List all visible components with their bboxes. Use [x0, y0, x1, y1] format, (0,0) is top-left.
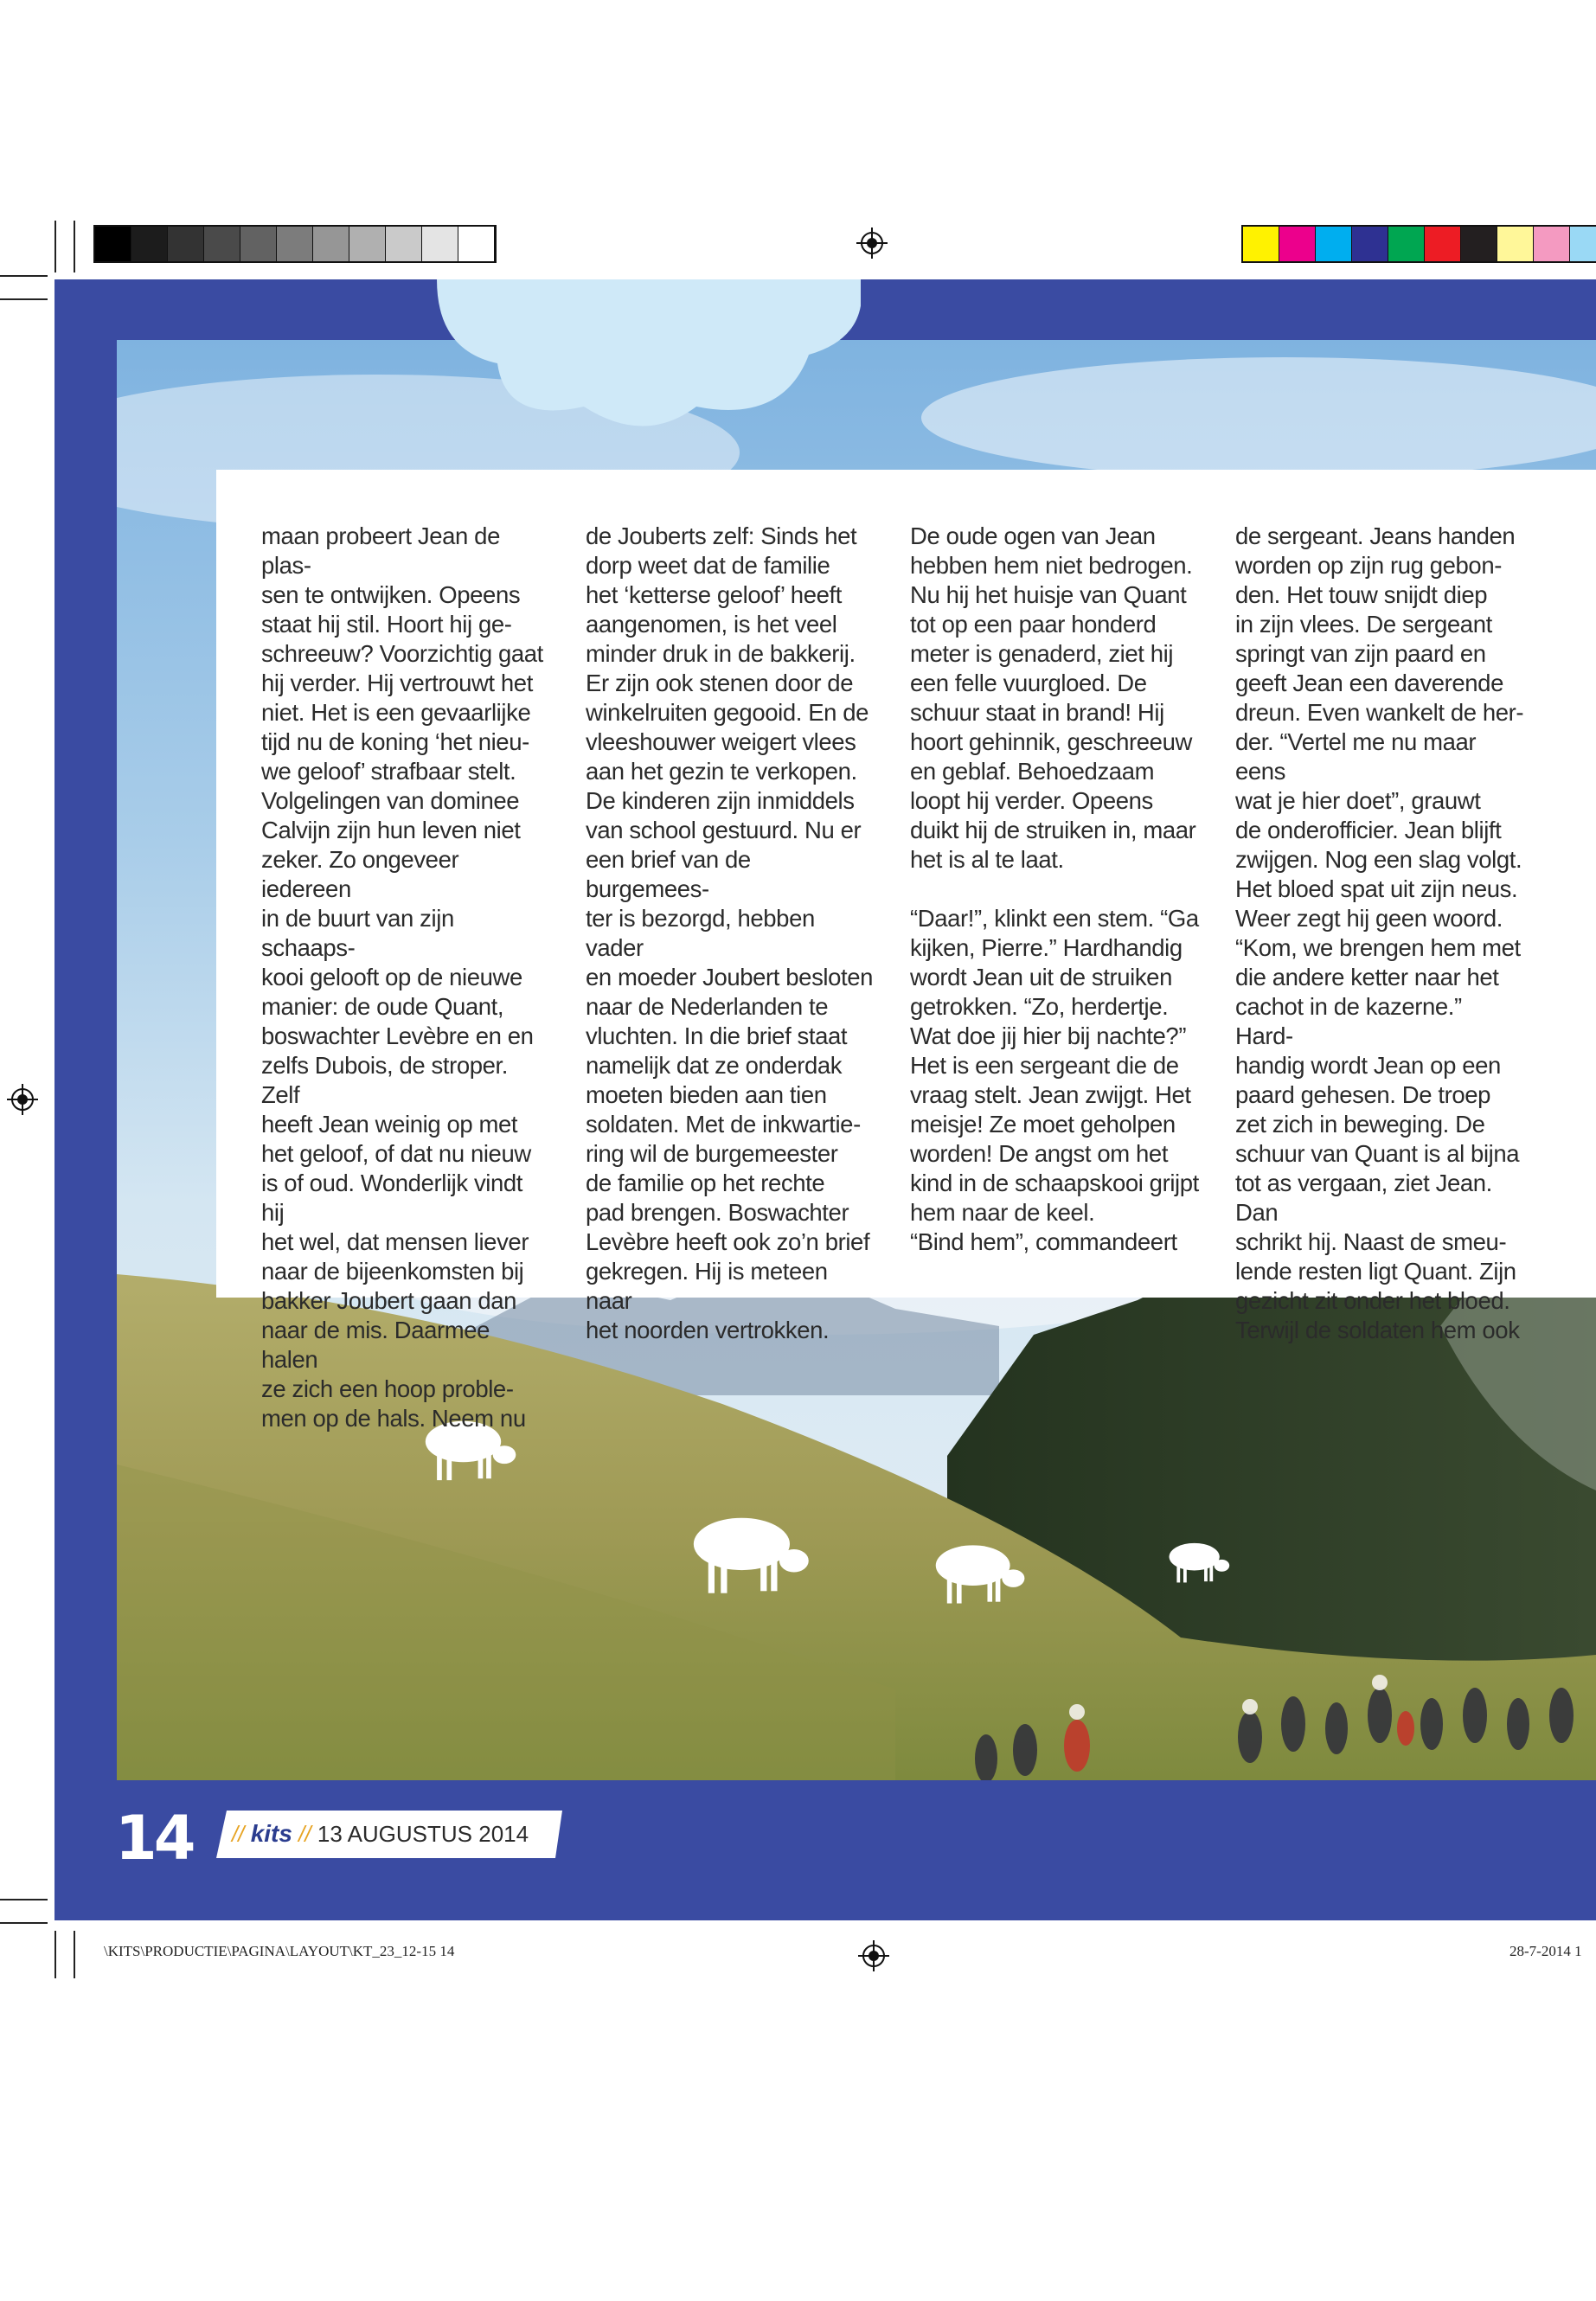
article-column-3	[910, 522, 1200, 1257]
article-column-4	[1235, 522, 1525, 1345]
footer-tag	[232, 1818, 529, 1849]
crop-mark	[0, 275, 48, 277]
print-slug-path: \KITS\PRODUCTIE\PAGINA\LAYOUT\KT_23_12-15 14	[104, 1943, 455, 1959]
sheep-icon	[933, 1540, 1029, 1607]
article-paragraph: De oude ogen van Jean hebben hem niet bedrogen. Nu hij het huisje van Quant tot op een paar honderd meter is genaderd, ziet hij een felle vuurgloed. De schuur staat in brand! Hij hoort gehinnik, geschreeuw en geblaf. Behoedzaam loopt hij verder. Opeens duikt hij de struiken in, maar het is al te laat.	[910, 522, 1196, 873]
article-paragraph: maan probeert Jean de plas- sen te ontwijken. Opeens staat hij stil. Hoort hij ge- schreeuw? Voorzichtig gaat hij verder. Hij vertrouwt het niet. Het is een gevaarlijke tijd nu de koning ‘het nieu- we geloof’ strafbaar stelt. Volgelingen van dominee Calvijn zijn hun leven niet zeker. Zo ongeveer iedereen in de buurt van zijn schaaps- kooi gelooft op de nieuwe manier: de oude Quant, boswachter Levèbre en en zelfs Dubois, de stroper. Zelf heeft Jean weinig op met het geloof, of dat nu nieuw is of oud. Wonderlijk vindt hij het wel, dat mensen liever naar de bijeenkomsten bij bakker Joubert gaan dan naar de mis. Daarmee halen ze zich een hoop proble- men op de hals. Neem nu	[261, 522, 543, 1432]
sheep-icon	[1167, 1540, 1233, 1585]
cloud-shape	[437, 268, 861, 441]
article-paragraph: “Daar!”, klinkt een stem. “Ga kijken, Pierre.” Hardhandig wordt Jean uit de struiken getrokken. “Zo, herdertje. Wat doe jij hier bij nachte?” Het is een sergeant die de vraag stelt. Jean zwijgt. Het meisje! Ze moet geholpen worden! De angst om het kind in de schaapskooi grijpt hem naar de keel. “Bind hem”, commandeert	[910, 905, 1199, 1255]
footer-brand: kits	[250, 1820, 292, 1847]
crop-mark	[0, 298, 48, 300]
crop-mark	[74, 1931, 75, 1978]
crop-mark	[0, 1922, 48, 1924]
article-column-1	[261, 522, 551, 1433]
crop-mark	[54, 221, 56, 272]
crop-mark	[0, 1899, 48, 1900]
crop-mark	[54, 1931, 56, 1978]
article-paragraph: de Jouberts zelf: Sinds het dorp weet dat de familie het ‘ketterse geloof’ heeft aangenomen, is het veel minder druk in de bakkerij. Er zijn ook stenen door de winkelruiten gegooid. En de vleeshouwer weigert vlees aan het gezin te verkopen. De kinderen zijn inmiddels van school gestuurd. Nu er een brief van de burgemees- ter is bezorgd, hebben vader en moeder Joubert besloten naar de Nederlanden te vluchten. In die brief staat namelijk dat ze onderdak moeten bieden aan tien soldaten. Met de inkwartie- ring wil de burgemeester de familie op het rechte pad brengen. Boswachter Levèbre heeft ook zo’n brief gekregen. Hij is meteen naar het noorden vertrokken.	[586, 522, 874, 1343]
footer-slashes: //	[298, 1821, 311, 1847]
registration-mark-icon	[856, 228, 888, 259]
footer-slashes: //	[232, 1821, 245, 1847]
crop-mark	[74, 221, 75, 272]
page-number: 14	[115, 1803, 193, 1874]
article-panel	[216, 470, 1596, 1432]
article-column-2	[586, 522, 875, 1345]
footer-date: 13 AUGUSTUS 2014	[317, 1821, 529, 1847]
sheep-icon	[689, 1511, 815, 1598]
registration-mark-icon	[858, 1940, 889, 1971]
registration-mark-icon	[7, 1084, 38, 1115]
color-control-bar	[1241, 225, 1596, 263]
print-slug-date: 28-7-2014 1	[1509, 1943, 1582, 1959]
article-paragraph: de sergeant. Jeans handen worden op zijn rug gebon- den. Het touw snijdt diep in zijn vlees. De sergeant springt van zijn paard en geeft Jean een daverende dreun. Even wankelt de her- der. “Vertel me nu maar eens wat je hier doet”, grauwt de onderofficier. Jean blijft zwijgen. Nog een slag volgt. Het bloed spat uit zijn neus. Weer zegt hij geen woord. “Kom, we brengen hem met die andere ketter naar het cachot in de kazerne.” Hard- handig wordt Jean op een paard gehesen. De troep zet zich in beweging. De schuur van Quant is al bijna tot as vergaan, ziet Jean. Dan schrikt hij. Naast de smeu- lende resten ligt Quant. Zijn gezicht zit onder het bloed. Terwijl de soldaten hem ook	[1235, 522, 1524, 1343]
grey-density-bar	[93, 225, 497, 263]
